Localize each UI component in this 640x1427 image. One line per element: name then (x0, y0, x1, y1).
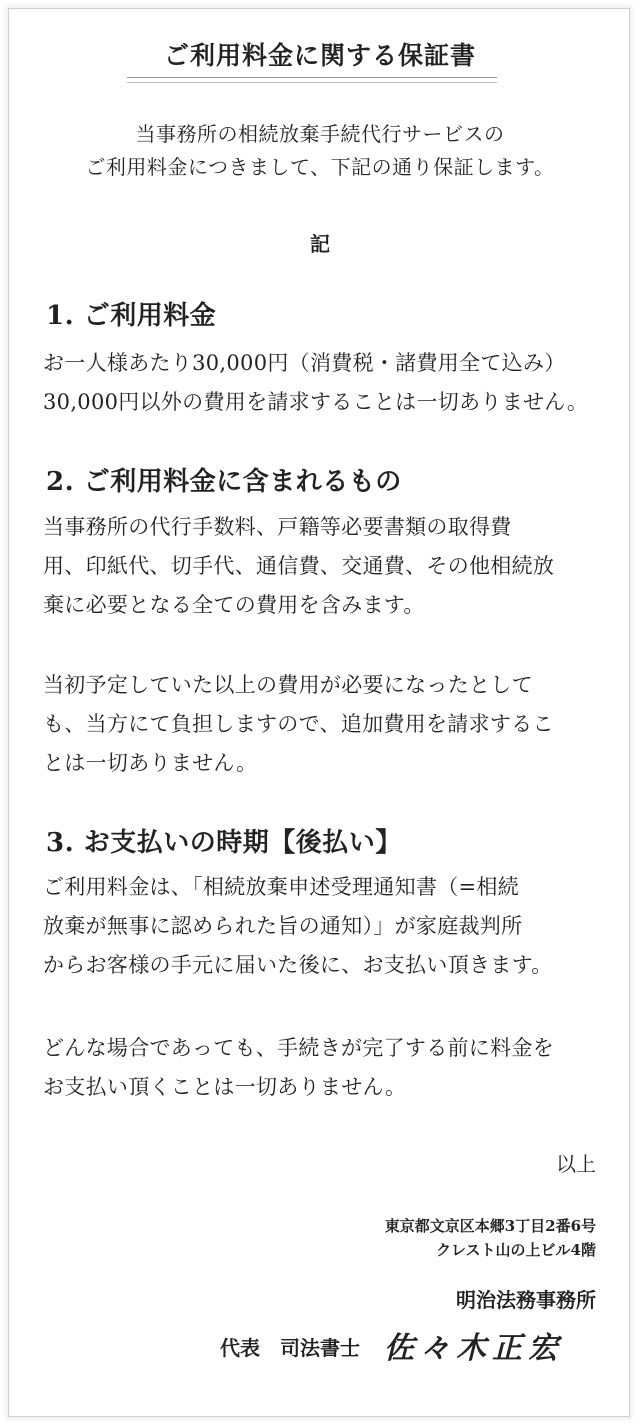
intro-line-2: ご利用料金につきまして、下記の通り保証します。 (85, 155, 555, 179)
text-line: 当事務所の代行手数料、戸籍等必要書類の取得費 (43, 515, 512, 539)
ki-marker: 記 (310, 232, 330, 256)
text-line: からお客様の手元に届いた後に、お支払い頂きます。 (43, 953, 553, 977)
office-name: 明治法務事務所 (456, 1288, 596, 1312)
representative-line (220, 1323, 564, 1367)
text-line: とは一切ありません。 (43, 751, 258, 775)
intro-line-1: 当事務所の相続放棄手続代行サービスの (135, 122, 505, 146)
section-3-paragraph-1 (43, 868, 603, 985)
title-underline (127, 77, 497, 83)
text-line: 当初予定していた以上の費用が必要になったとして (43, 673, 533, 697)
section-3-heading: 3. お支払いの時期【後払い】 (46, 828, 402, 858)
section-2-paragraph-1 (43, 508, 603, 625)
text-line: 30,000円以外の費用を請求することは一切ありません。 (43, 390, 589, 414)
section-2-heading: 2. ご利用料金に含まれるもの (46, 467, 402, 497)
section-3-paragraph-2 (43, 1029, 603, 1107)
section-1-heading: 1. ご利用料金 (46, 301, 217, 331)
text-line: 棄に必要となる全ての費用を含みます。 (43, 593, 425, 617)
representative-title: 代表 司法書士 (220, 1336, 360, 1360)
address-line-1: 東京都文京区本郷3丁目2番6号 (384, 1217, 596, 1235)
text-line: どんな場合であっても、手続きが完了する前に料金を (43, 1036, 554, 1060)
closing-text: 以上 (556, 1152, 596, 1176)
text-line: ご利用料金は、「相続放棄申述受理通知書（=相続 (43, 875, 519, 899)
text-line: 放棄が無事に認められた旨の通知）」が家庭裁判所 (43, 914, 523, 938)
text-line: も、当方にて負担しますので、追加費用を請求するこ (43, 712, 554, 736)
section-1-paragraph-1 (43, 344, 603, 422)
page-title: ご利用料金に関する保証書 (163, 41, 476, 70)
text-line: 用、印紙代、切手代、通信費、交通費、その他相続放 (43, 554, 555, 578)
representative-signature: 佐々木正宏 (384, 1331, 564, 1366)
text-line: お一人様あたり30,000円（消費税・諸費用全て込み） (43, 351, 566, 375)
address-line-2: クレスト山の上ビル4階 (436, 1241, 596, 1259)
text-line: お支払い頂くことは一切ありません。 (43, 1075, 407, 1099)
section-2-paragraph-2 (43, 666, 603, 783)
